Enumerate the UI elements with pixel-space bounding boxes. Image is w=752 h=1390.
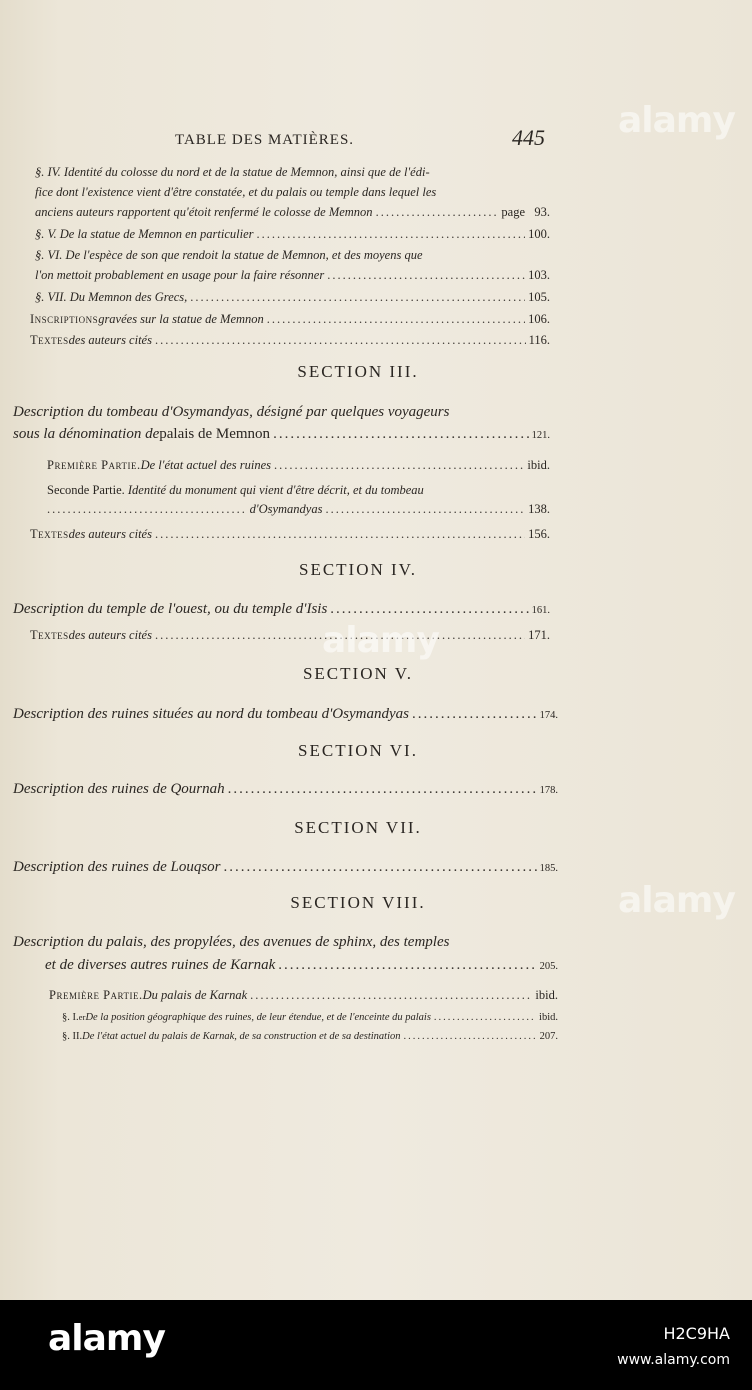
section-iv-textes: Textes des auteurs cités ..... 171. xyxy=(30,625,550,645)
section-iii-part1: Première Partie. De l'état actuel des ruines ..... ibid. xyxy=(47,455,550,475)
section-iii-heading: SECTION III. xyxy=(297,362,419,381)
section-v-heading: SECTION V. xyxy=(302,664,414,683)
site-url[interactable]: www.alamy.com xyxy=(617,1352,730,1368)
watermark: alamy xyxy=(322,620,439,661)
section-vii-desc: Description des ruines de Louqsor ..... 185. xyxy=(13,857,558,879)
toc-entry-v: §. V. De la statue de Memnon en particulier ..... 100. xyxy=(35,224,550,244)
section-viii-sub-i: §. I. er De la position géographique des ruines, de leur étendue, et de l'enceinte du palais ..... ibid. xyxy=(62,1007,558,1028)
section-iii-part2-line2: ..... d'Osymandyas ..... 138. xyxy=(47,499,550,519)
running-title: TABLE DES MATIÈRES. xyxy=(175,132,355,148)
section-iii-desc-line1: Description du tombeau d'Osymandyas, désigné par quelques voyageurs xyxy=(13,404,450,420)
toc-entry-inscriptions: Inscriptions gravées sur la statue de Memnon ..... 106. xyxy=(30,309,550,329)
toc-entry-iv-line2: fice dont l'existence vient d'être constatée, et du palais ou temple dans lequel les xyxy=(35,185,437,199)
section-iii-part2-line1: Seconde Partie. Identité du monument qui vient d'être décrit, et du tombeau xyxy=(47,483,424,497)
section-viii-heading: SECTION VIII. xyxy=(290,893,426,912)
toc-entry-iv-line3: anciens auteurs rapportent qu'étoit renfermé le colosse de Memnon ..... page 93. xyxy=(35,202,550,222)
section-iii-desc-line2: sous la dénomination de palais de Memnon ..... 121. xyxy=(13,424,550,446)
toc-entry-textes: Textes des auteurs cités ..... 116. xyxy=(30,330,550,350)
toc-entry-iv-line1: §. IV. Identité du colosse du nord et de la statue de Memnon, ainsi que de l'édi- xyxy=(35,165,430,179)
alamy-logo: alamy xyxy=(48,1318,165,1359)
watermark: alamy xyxy=(618,100,735,141)
section-iii-textes: Textes des auteurs cités ..... 156. xyxy=(30,524,550,544)
toc-entry-vi-line2: l'on mettoit probablement en usage pour la faire résonner ..... 103. xyxy=(35,265,550,285)
section-vi-heading: SECTION VI. xyxy=(298,741,418,760)
superscript-er: er xyxy=(78,1012,86,1022)
image-id: H2C9HA xyxy=(663,1324,730,1343)
watermark: alamy xyxy=(618,880,735,921)
toc-entry-vi-line1: §. VI. De l'espèce de son que rendoit la statue de Memnon, et des moyens que xyxy=(35,248,423,262)
toc-entry-vii: §. VII. Du Memnon des Grecs, ..... 105. xyxy=(35,287,550,307)
section-vii-heading: SECTION VII. xyxy=(294,818,422,837)
section-vi-desc: Description des ruines de Qournah ..... 178. xyxy=(13,779,558,801)
section-iv-desc: Description du temple de l'ouest, ou du temple d'Isis ..... 161. xyxy=(13,599,550,621)
section-v-desc: Description des ruines situées au nord du tombeau d'Osymandyas ..... 174. xyxy=(13,704,558,726)
page-number: 445 xyxy=(512,125,545,150)
stock-footer-bar xyxy=(0,1300,752,1390)
section-viii-desc-line1: Description du palais, des propylées, des avenues de sphinx, des temples xyxy=(13,934,450,950)
section-viii-part1: Première Partie. Du palais de Karnak ..... ibid. xyxy=(49,985,558,1005)
section-iv-heading: SECTION IV. xyxy=(298,560,418,579)
section-viii-sub-ii: §. II. De l'état actuel du palais de Karnak, de sa construction et de sa destination ..... 207. xyxy=(62,1027,558,1047)
section-viii-desc-line2: et de diverses autres ruines de Karnak ..... 205. xyxy=(45,955,558,977)
